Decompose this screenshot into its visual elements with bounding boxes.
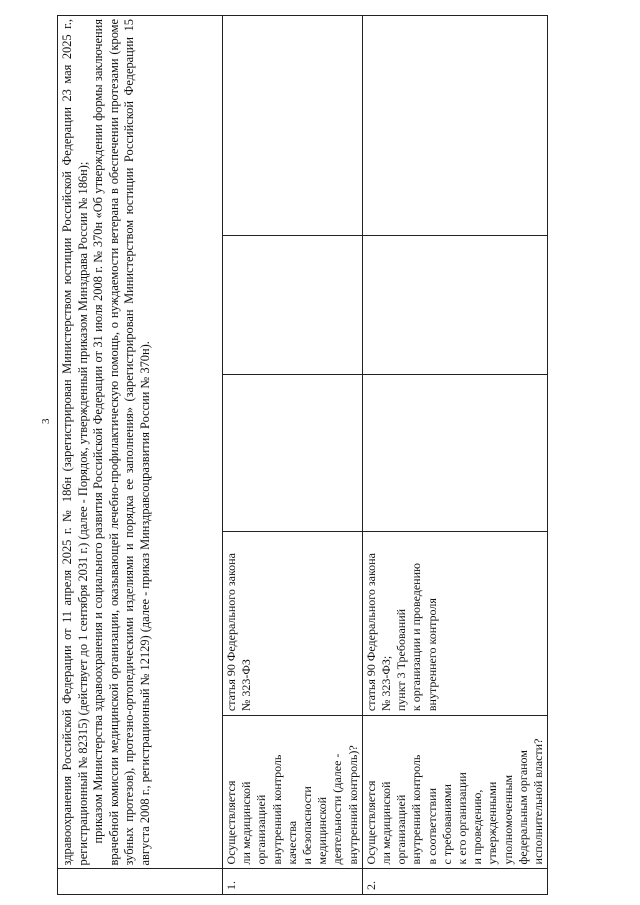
empty-cell xyxy=(362,236,547,375)
question-line: внутренний контроль)? xyxy=(345,745,360,865)
question-line: исполнительной власти? xyxy=(531,738,546,865)
question-line: внутренний контроль качества xyxy=(269,754,299,865)
law-line: № 323-ФЗ xyxy=(239,659,254,712)
question-line: Осуществляется xyxy=(224,780,238,865)
intro-row xyxy=(58,16,223,895)
law-line: к организации и проведению xyxy=(409,563,424,712)
intro-text-cell xyxy=(58,16,223,869)
question-line: Осуществляется xyxy=(363,780,378,865)
law-line: внутреннего контроля xyxy=(424,598,439,712)
checklist-table xyxy=(57,15,548,895)
empty-cell xyxy=(223,16,363,236)
question-line: ли медицинской организацией xyxy=(379,781,409,865)
question-line: внутренний контроль xyxy=(409,754,424,865)
rotated-table-frame xyxy=(57,15,632,895)
question-line: и проведению, xyxy=(470,789,485,865)
law-line: статья 90 Федерального закона xyxy=(224,553,238,712)
empty-cell xyxy=(223,236,363,375)
row-number: 2. xyxy=(362,869,547,895)
question-line: с требованиями xyxy=(439,784,454,865)
question-line: деятельности (далее - xyxy=(330,753,345,865)
table-row xyxy=(362,16,547,895)
question-line: федеральным органом xyxy=(515,750,530,865)
question-line: утвержденными xyxy=(485,781,500,865)
empty-cell xyxy=(223,375,363,531)
empty-cell xyxy=(362,375,547,531)
empty-cell xyxy=(362,16,547,236)
page-number: 3 xyxy=(40,418,52,424)
row-number: 1. xyxy=(223,869,363,895)
question-line: и безопасности медицинской xyxy=(300,786,330,865)
law-line: статья 90 Федерального закона xyxy=(363,553,378,712)
intro-paragraph-1: здравоохранения Российской Федерации от 11 апреля 2025 г. № 186н (зарегистрирован Министерством юстиции Российской Федерации 23 мая 2025 г., регистрационный № 82315) (действует до 1 сентября 2031 г.) (далее - Порядок, утвержденный приказом Минздрава России № 186н); xyxy=(60,19,90,866)
question-cell xyxy=(223,716,363,869)
law-line: № 323-ФЗ; xyxy=(379,655,394,712)
question-line: уполномоченным xyxy=(500,774,515,865)
question-cell xyxy=(362,716,547,869)
intro-paragraph-2: приказом Министерства здравоохранения и социального развития Российской Федерации от 31 июля 2008 г. № 370н «Об утверждении формы заключения врачебной комиссии медицинской организации, оказывающей лечебно-профилактическую помощь, о нуждаемости ветерана в обеспечении протезами (кроме зубных протезов), протезно-ортопедическими изделиями и порядка ее заполнения» (зарегистрирован Министерством юстиции Российской Федерации 15 августа 2008 г., регистрационный № 12129) (далее - приказ Минздравсоцразвития России № 370н). xyxy=(91,19,152,866)
intro-number-cell xyxy=(58,869,223,895)
law-reference-cell xyxy=(223,531,363,716)
question-line: ли медицинской организацией xyxy=(239,781,269,865)
law-reference-cell xyxy=(362,531,547,716)
law-line: пункт 3 Требований xyxy=(394,608,409,712)
question-line: в соответствии xyxy=(424,787,439,865)
table-row xyxy=(223,16,363,895)
question-line: к его организации xyxy=(455,772,470,865)
